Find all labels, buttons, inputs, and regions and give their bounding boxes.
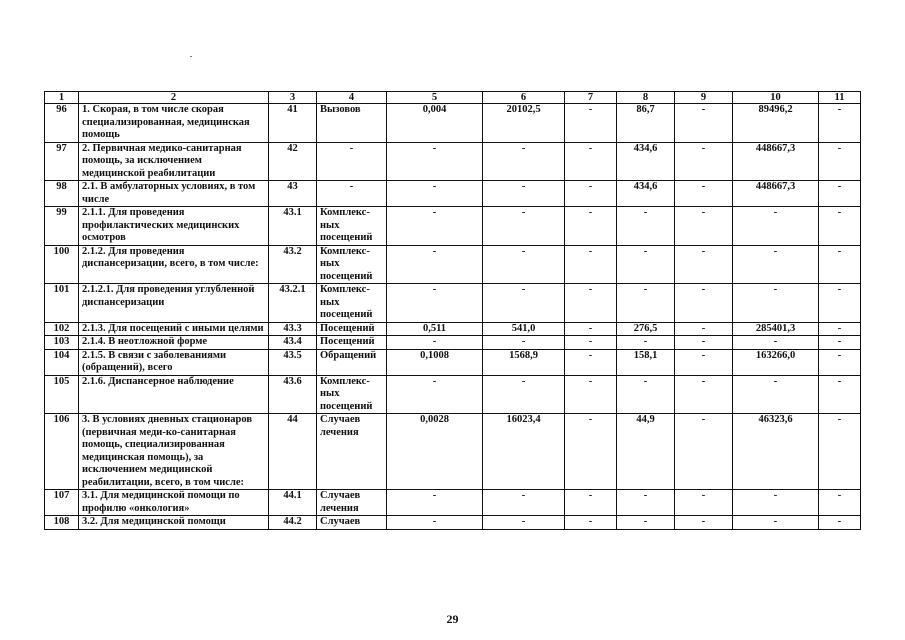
- col-5-cell: -: [387, 490, 483, 516]
- col-7-cell: -: [565, 245, 617, 284]
- col-10-cell: -: [733, 516, 819, 530]
- col-7-cell: -: [565, 516, 617, 530]
- table-row: [45, 516, 861, 530]
- column-header: 11: [819, 92, 861, 104]
- indicator-name-cell: 2.1.2.1. Для проведения углубленной диспансеризации: [79, 284, 269, 323]
- row-number-cell: 105: [45, 375, 79, 414]
- row-number-cell: 106: [45, 414, 79, 490]
- page-number: 29: [446, 612, 459, 626]
- row-number-cell: 107: [45, 490, 79, 516]
- col-8-cell: -: [617, 490, 675, 516]
- col-9-cell: -: [675, 414, 733, 490]
- col-5-cell: 0,004: [387, 104, 483, 143]
- line-code-cell: 43.4: [269, 336, 317, 350]
- col-8-cell: 276,5: [617, 322, 675, 336]
- header-row: [45, 92, 861, 104]
- unit-cell: Случаев: [317, 516, 387, 530]
- col-11-cell: -: [819, 349, 861, 375]
- column-header: 9: [675, 92, 733, 104]
- indicator-name-cell: 3.1. Для медицинской помощи по профилю «онкология»: [79, 490, 269, 516]
- row-number-cell: 108: [45, 516, 79, 530]
- col-6-cell: -: [483, 516, 565, 530]
- col-7-cell: -: [565, 349, 617, 375]
- line-code-cell: 43.2.1: [269, 284, 317, 323]
- col-5-cell: -: [387, 142, 483, 181]
- indicator-name-cell: 2.1.4. В неотложной форме: [79, 336, 269, 350]
- col-11-cell: -: [819, 142, 861, 181]
- unit-cell: Комплекс-ных посещений: [317, 207, 387, 246]
- col-9-cell: -: [675, 142, 733, 181]
- table-row: [45, 349, 861, 375]
- row-number-cell: 102: [45, 322, 79, 336]
- row-number-cell: 98: [45, 181, 79, 207]
- column-header: 6: [483, 92, 565, 104]
- row-number-cell: 104: [45, 349, 79, 375]
- col-5-cell: -: [387, 207, 483, 246]
- col-6-cell: -: [483, 245, 565, 284]
- col-10-cell: 163266,0: [733, 349, 819, 375]
- column-header: 5: [387, 92, 483, 104]
- line-code-cell: 43.1: [269, 207, 317, 246]
- scan-speck: [190, 56, 192, 57]
- col-10-cell: -: [733, 336, 819, 350]
- col-6-cell: 541,0: [483, 322, 565, 336]
- table-header: [45, 92, 861, 104]
- table-row: [45, 245, 861, 284]
- col-10-cell: 285401,3: [733, 322, 819, 336]
- col-11-cell: -: [819, 375, 861, 414]
- col-6-cell: -: [483, 207, 565, 246]
- line-code-cell: 43: [269, 181, 317, 207]
- col-10-cell: -: [733, 490, 819, 516]
- column-header: 3: [269, 92, 317, 104]
- col-9-cell: -: [675, 245, 733, 284]
- col-9-cell: -: [675, 490, 733, 516]
- indicator-name-cell: 2.1.3. Для посещений с иными целями: [79, 322, 269, 336]
- col-5-cell: -: [387, 375, 483, 414]
- col-11-cell: -: [819, 490, 861, 516]
- col-10-cell: 448667,3: [733, 181, 819, 207]
- col-8-cell: 86,7: [617, 104, 675, 143]
- line-code-cell: 43.5: [269, 349, 317, 375]
- unit-cell: Вызовов: [317, 104, 387, 143]
- column-header: 4: [317, 92, 387, 104]
- col-10-cell: 89496,2: [733, 104, 819, 143]
- table-row: [45, 375, 861, 414]
- col-7-cell: -: [565, 490, 617, 516]
- unit-cell: Случаев лечения: [317, 490, 387, 516]
- unit-cell: Посещений: [317, 336, 387, 350]
- col-8-cell: -: [617, 375, 675, 414]
- col-7-cell: -: [565, 207, 617, 246]
- col-9-cell: -: [675, 336, 733, 350]
- row-number-cell: 96: [45, 104, 79, 143]
- line-code-cell: 44.2: [269, 516, 317, 530]
- col-8-cell: -: [617, 207, 675, 246]
- unit-cell: Случаев лечения: [317, 414, 387, 490]
- col-6-cell: -: [483, 181, 565, 207]
- table-body: [45, 104, 861, 530]
- line-code-cell: 43.3: [269, 322, 317, 336]
- indicator-name-cell: 2.1.6. Диспансерное наблюдение: [79, 375, 269, 414]
- col-11-cell: -: [819, 245, 861, 284]
- col-9-cell: -: [675, 349, 733, 375]
- col-7-cell: -: [565, 375, 617, 414]
- indicator-name-cell: 3. В условиях дневных стационаров (первичная меди-ко-санитарная помощь, специализированная медицинская помощь), за исключением медицинской реабилитации, всего, в том числе:: [79, 414, 269, 490]
- indicator-name-cell: 2.1. В амбулаторных условиях, в том числе: [79, 181, 269, 207]
- col-7-cell: -: [565, 104, 617, 143]
- col-11-cell: -: [819, 284, 861, 323]
- unit-cell: Комплекс-ных посещений: [317, 375, 387, 414]
- col-6-cell: -: [483, 490, 565, 516]
- table-row: [45, 414, 861, 490]
- col-5-cell: -: [387, 516, 483, 530]
- table-row: [45, 181, 861, 207]
- row-number-cell: 99: [45, 207, 79, 246]
- col-8-cell: -: [617, 516, 675, 530]
- line-code-cell: 43.6: [269, 375, 317, 414]
- row-number-cell: 103: [45, 336, 79, 350]
- col-6-cell: 1568,9: [483, 349, 565, 375]
- col-10-cell: -: [733, 284, 819, 323]
- col-6-cell: -: [483, 284, 565, 323]
- col-8-cell: -: [617, 245, 675, 284]
- col-8-cell: 44,9: [617, 414, 675, 490]
- unit-cell: -: [317, 142, 387, 181]
- column-header: 7: [565, 92, 617, 104]
- col-7-cell: -: [565, 414, 617, 490]
- col-10-cell: 46323,6: [733, 414, 819, 490]
- col-10-cell: 448667,3: [733, 142, 819, 181]
- col-6-cell: -: [483, 142, 565, 181]
- col-10-cell: -: [733, 207, 819, 246]
- line-code-cell: 44: [269, 414, 317, 490]
- line-code-cell: 42: [269, 142, 317, 181]
- col-6-cell: 16023,4: [483, 414, 565, 490]
- col-5-cell: 0,1008: [387, 349, 483, 375]
- col-8-cell: 158,1: [617, 349, 675, 375]
- unit-cell: Комплекс-ных посещений: [317, 245, 387, 284]
- indicator-name-cell: 1. Скорая, в том числе скорая специализированная, медицинская помощь: [79, 104, 269, 143]
- col-6-cell: 20102,5: [483, 104, 565, 143]
- indicator-name-cell: 3.2. Для медицинской помощи: [79, 516, 269, 530]
- table-row: [45, 284, 861, 323]
- indicator-name-cell: 2. Первичная медико-санитарная помощь, за исключением медицинской реабилитации: [79, 142, 269, 181]
- col-10-cell: -: [733, 245, 819, 284]
- unit-cell: Комплекс-ных посещений: [317, 284, 387, 323]
- col-11-cell: -: [819, 516, 861, 530]
- table-row: [45, 490, 861, 516]
- col-5-cell: -: [387, 181, 483, 207]
- col-11-cell: -: [819, 104, 861, 143]
- data-table: [44, 91, 861, 530]
- table-row: [45, 207, 861, 246]
- unit-cell: Посещений: [317, 322, 387, 336]
- indicator-name-cell: 2.1.1. Для проведения профилактических медицинских осмотров: [79, 207, 269, 246]
- unit-cell: -: [317, 181, 387, 207]
- col-11-cell: -: [819, 181, 861, 207]
- column-header: 8: [617, 92, 675, 104]
- line-code-cell: 43.2: [269, 245, 317, 284]
- col-5-cell: -: [387, 245, 483, 284]
- col-7-cell: -: [565, 284, 617, 323]
- col-11-cell: -: [819, 322, 861, 336]
- col-9-cell: -: [675, 207, 733, 246]
- column-header: 1: [45, 92, 79, 104]
- col-5-cell: 0,0028: [387, 414, 483, 490]
- col-7-cell: -: [565, 142, 617, 181]
- row-number-cell: 97: [45, 142, 79, 181]
- col-5-cell: -: [387, 336, 483, 350]
- column-header: 10: [733, 92, 819, 104]
- col-7-cell: -: [565, 336, 617, 350]
- indicator-name-cell: 2.1.5. В связи с заболеваниями (обращений), всего: [79, 349, 269, 375]
- table-row: [45, 104, 861, 143]
- col-9-cell: -: [675, 516, 733, 530]
- col-5-cell: 0,511: [387, 322, 483, 336]
- line-code-cell: 44.1: [269, 490, 317, 516]
- column-header: 2: [79, 92, 269, 104]
- col-9-cell: -: [675, 322, 733, 336]
- indicator-name-cell: 2.1.2. Для проведения диспансеризации, всего, в том числе:: [79, 245, 269, 284]
- col-8-cell: 434,6: [617, 181, 675, 207]
- table-row: [45, 142, 861, 181]
- col-11-cell: -: [819, 336, 861, 350]
- col-8-cell: -: [617, 284, 675, 323]
- col-7-cell: -: [565, 322, 617, 336]
- line-code-cell: 41: [269, 104, 317, 143]
- table-row: [45, 336, 861, 350]
- table-row: [45, 322, 861, 336]
- col-8-cell: -: [617, 336, 675, 350]
- col-6-cell: -: [483, 336, 565, 350]
- row-number-cell: 101: [45, 284, 79, 323]
- col-10-cell: -: [733, 375, 819, 414]
- col-8-cell: 434,6: [617, 142, 675, 181]
- col-9-cell: -: [675, 104, 733, 143]
- col-7-cell: -: [565, 181, 617, 207]
- col-9-cell: -: [675, 375, 733, 414]
- col-5-cell: -: [387, 284, 483, 323]
- col-9-cell: -: [675, 284, 733, 323]
- row-number-cell: 100: [45, 245, 79, 284]
- col-6-cell: -: [483, 375, 565, 414]
- unit-cell: Обращений: [317, 349, 387, 375]
- col-9-cell: -: [675, 181, 733, 207]
- col-11-cell: -: [819, 414, 861, 490]
- col-11-cell: -: [819, 207, 861, 246]
